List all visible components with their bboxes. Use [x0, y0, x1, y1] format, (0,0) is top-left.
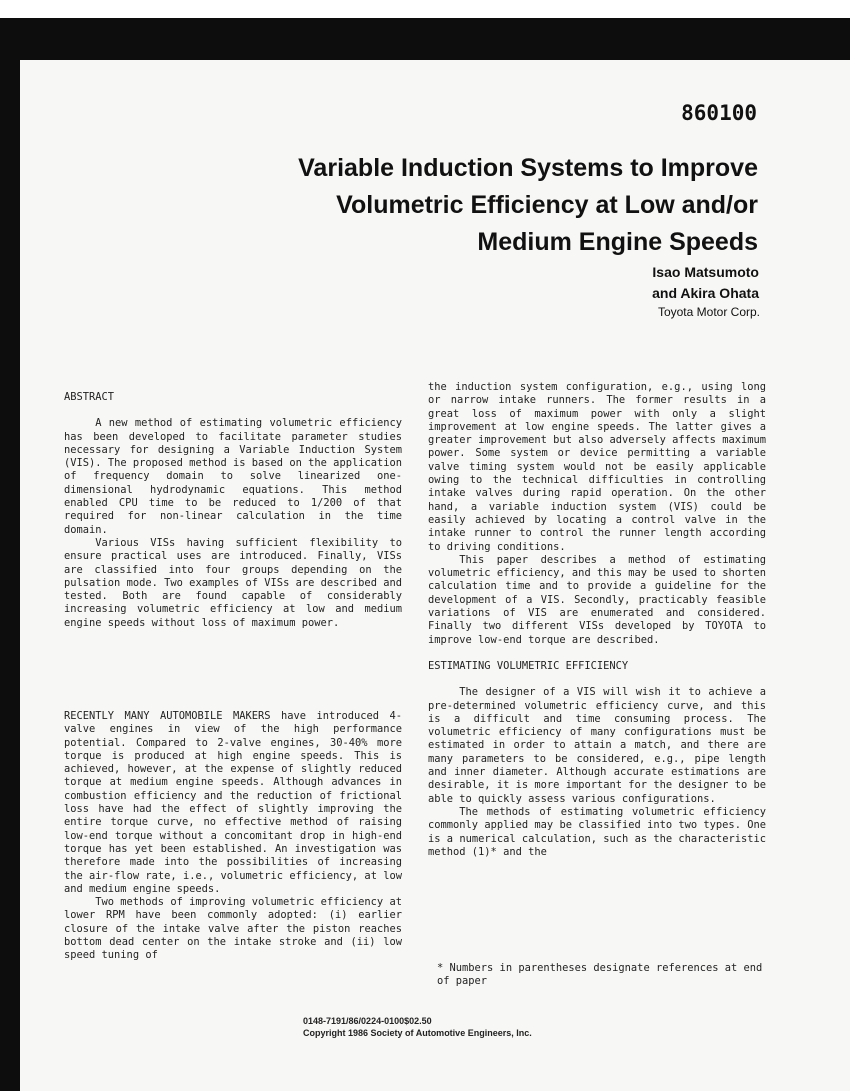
- right-column: [428, 381, 766, 859]
- issn-line: 0148-7191/86/0224-0100$02.50: [303, 1016, 432, 1026]
- copyright-line: Copyright 1986 Society of Automotive Engineers, Inc.: [303, 1028, 532, 1038]
- intro-paragraph-2-continued: the induction system configuration, e.g., using long or narrow intake runners. The former results in a great loss of maximum power with only a slight improvement at low engine speeds. The latter gives a greater improvement but also adversely affects maximum power. Some system or device permitting a variable valve timing system would not be easily applicable owing to the technical difficulties in controlling intake valves during rapid operation. On the other hand, a variable induction system (VIS) could be easily achieved by locating a control valve in the intake runner to control the runner length according to driving conditions.: [428, 381, 766, 553]
- scan-border-top: [0, 18, 850, 62]
- intro-paragraph-3: This paper describes a method of estimating volumetric efficiency, and this may be used to shorten calculation time and to provide a guideline for the development of a VIS. Secondly, practicably feasible variations of VIS are enumerated and considered. Finally two different VISs developed by TOYOTA to improve low-end torque are described.: [428, 553, 766, 646]
- title-line-1: Variable Induction Systems to Improve: [298, 154, 758, 182]
- abstract-paragraph-1: A new method of estimating volumetric efficiency has been developed to facilitate parameter studies necessary for designing a Variable Induction System (VIS). The proposed method is based on the application of frequency domain to solve linearized one-dimensional hydrodynamic equations. This method enabled CPU time to be reduced to 1/200 of that required for non-linear calculation in the time domain.: [64, 417, 402, 536]
- title-line-2: Volumetric Efficiency at Low and/or: [336, 191, 758, 219]
- copyright-block: [303, 1015, 532, 1039]
- scan-border-left: [0, 18, 20, 1091]
- footnote: * Numbers in parentheses designate references at end of paper: [437, 962, 763, 988]
- intro-paragraph-2: Two methods of improving volumetric efficiency at lower RPM have been commonly adopted: (i) earlier closure of the intake valve after the piston reaches bottom dead center on the intake stroke and (ii) low speed tuning of: [64, 896, 402, 962]
- introduction-section: [64, 710, 402, 963]
- author-line-2: and Akira Ohata: [652, 285, 759, 301]
- intro-paragraph-1-text: have introduced 4-valve engines in view of the high performance potential. Compared to 2-valve engines, 30-40% more torque is produced at high engine speeds. This is achieved, however, at the expense of slightly reduced torque at medium engine speeds. Although advances in combustion efficiency and the reduction of frictional loss have had the effect of slightly improving the entire torque curve, no effective method of raising low-end torque without a concomitant drop in high-end torque has yet been established. An investigation was therefore made into the possibilities of increasing the air-flow rate, i.e., volumetric efficiency, at low and medium engine speeds.: [64, 710, 402, 895]
- paper-title: [198, 150, 758, 261]
- affiliation: Toyota Motor Corp.: [657, 305, 760, 319]
- abstract-section: [64, 391, 402, 630]
- estimating-heading: ESTIMATING VOLUMETRIC EFFICIENCY: [428, 659, 629, 672]
- paper-number: 860100: [681, 101, 757, 125]
- title-line-3: Medium Engine Speeds: [477, 228, 758, 256]
- estimating-paragraph-1: The designer of a VIS will wish it to achieve a pre-determined volumetric efficiency curve, and this is a difficult and time consuming process. The volumetric efficiency of many configurations must be estimated in order to attain a match, and there are many parameters to be considered, e.g., pipe length and inner diameter. Although accurate estimations are desirable, it is more important for the designer to be able to quickly assess various configurations.: [428, 686, 766, 805]
- author-line-1: Isao Matsumoto: [652, 264, 759, 280]
- intro-lead-in: RECENTLY MANY AUTOMOBILE MAKERS: [64, 710, 271, 722]
- abstract-paragraph-2: Various VISs having sufficient flexibility to ensure practical uses are introduced. Finally, VISs are classified into four groups depending on the pulsation mode. Two examples of VISs are described and tested. Both are found capable of considerably increasing volumetric efficiency at low and medium engine speeds without loss of maximum power.: [64, 536, 402, 629]
- estimating-paragraph-2: The methods of estimating volumetric efficiency commonly applied may be classified into two types. One is a numerical calculation, such as the characteristic method (1)* and the: [428, 805, 766, 858]
- abstract-heading: ABSTRACT: [64, 391, 115, 403]
- authors: [652, 262, 759, 304]
- intro-paragraph-1: [64, 710, 402, 896]
